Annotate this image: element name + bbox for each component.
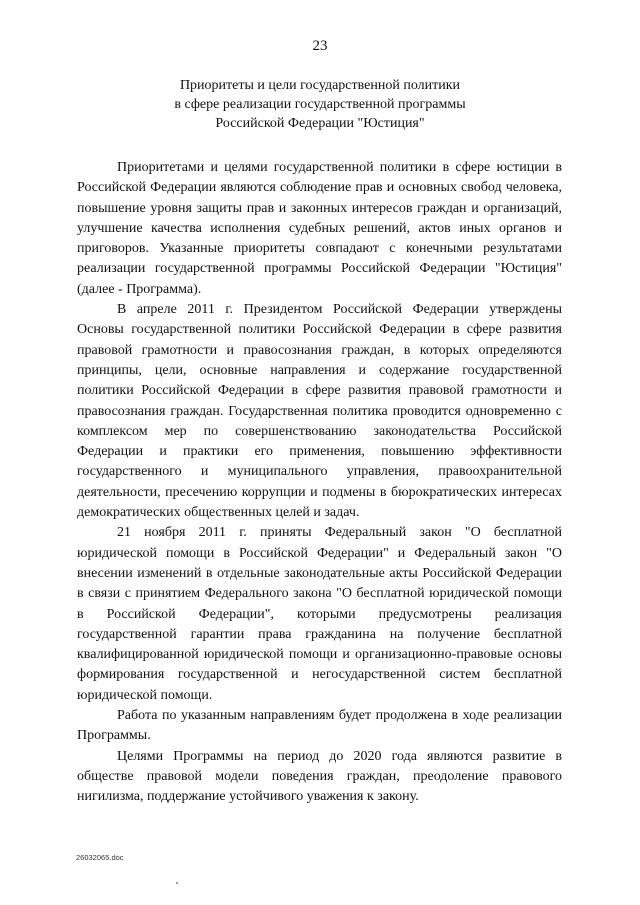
body-text <box>77 158 562 808</box>
page-number: 23 <box>312 38 328 54</box>
paragraph-continuation: Работа по указанным направлениям будет продолжена в ходе реализации Программы. <box>77 708 562 744</box>
section-title <box>60 76 580 133</box>
scan-artifact-dot <box>176 882 178 884</box>
paragraph-goals: Целями Программы на период до 2020 года являются развитие в обществе правовой модели поведения граждан, преодоление правового нигилизма, поддержание устойчивого уважения к закону. <box>77 748 562 805</box>
paragraph-november-2011: 21 ноября 2011 г. приняты Федеральный закон "О бесплатной юридической помощи в Российской Федерации" и Федеральный закон "О внесении изменений в отдельные законодательные акты Российской Федерации в связи с принятием Федерального закона "О бесплатной юридической помощи в Российской Федерации", которыми предусмотрены реализация государственной гарантии права гражданина на получение бесплатной квалифицированной юридической помощи и организационно-правовые основы формирования государственной и негосударственной систем бесплатной юридической помощи. <box>77 525 562 703</box>
paragraph-april-2011: В апреле 2011 г. Президентом Российской Федерации утверждены Основы государственной политики Российской Федерации в сфере развития правовой грамотности и правосознания граждан, в которых определяются принципы, цели, основные направления и содержание государственной политики Российской Федерации в сфере развития правовой грамотности и правосознания граждан. Государственная политика проводится одновременно с комплексом мер по совершенствованию законодательства Российской Федерации и практики его применения, повышению эффективности государственного и муниципального управления, правоохранительной деятельности, пресечению коррупции и подмены в бюрократических интересах демократических общественных целей и задач. <box>77 302 562 521</box>
paragraph-priorities: Приоритетами и целями государственной политики в сфере юстиции в Российской Федерации являются соблюдение прав и основных свобод человека, повышение уровня защиты прав и законных интересов граждан и организаций, улучшение качества исполнения судебных решений, актов иных органов и приговоров. Указанные приоритеты совпадают с конечными результатами реализации государственной программы Российской Федерации "Юстиция" (далее - Программа). <box>77 160 562 297</box>
title-line-2: в сфере реализации государственной программы <box>174 97 466 112</box>
title-line-1: Приоритеты и цели государственной политики <box>179 78 461 93</box>
title-line-3: Российской Федерации "Юстиция" <box>215 116 425 131</box>
footer-filename: 26032065.doc <box>76 853 124 862</box>
